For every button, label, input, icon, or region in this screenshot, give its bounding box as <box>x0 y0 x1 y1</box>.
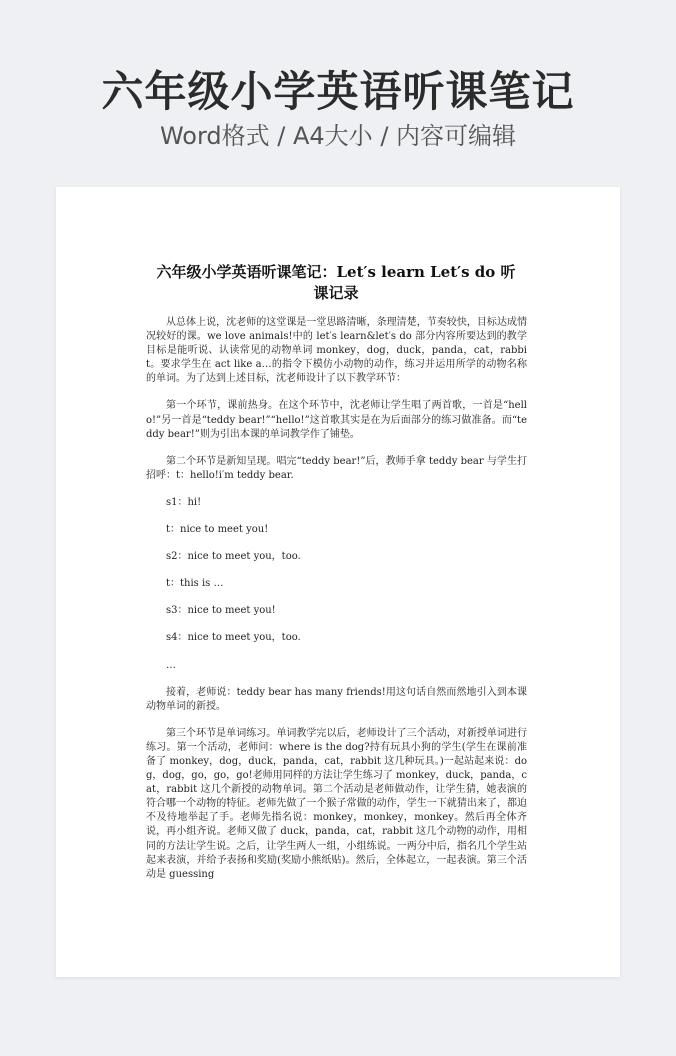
paragraph-word-practice: 第三个环节是单词练习。单词教学完以后，老师设计了三个活动，对新授单词进行练习。第一个活动，老师问：where is the dog?持有玩具小狗的学生(学生在课前准备了 monkey，dog，duck，panda，cat，rabbit 这几种玩具。)一起站起来说：dog，dog，go，go，go!老师用同样的方法让学生练习了 monkey，duck，panda，cat，rabbit 这几个新授的动物单词。第二个活动是老师做动作，让学生猜，她表演的符合哪一个动物的特征。老师先做了一个猴子常做的动作，学生一下就猜出来了，都迫不及待地举起了手。老师先指名说：monkey，monkey，monkey。然后再全体齐说，再小组齐说。老师又做了 duck，panda，cat，rabbit 这几个动物的动作，用相同的方法让学生说。之后，让学生两人一组，小组练说。一两分中后，指名几个学生站起来表演，并给予表扬和奖励(奖励小熊纸贴)。然后，全体起立，一起表演。第三个活动是 guessing <box>146 727 527 880</box>
document-body <box>146 316 527 895</box>
dialogue-line: s1：hi! <box>166 496 202 508</box>
dialogue-line: s3：nice to meet you! <box>166 605 276 617</box>
banner-title: 六年级小学英语听课笔记 <box>101 67 575 116</box>
document-page <box>56 187 620 977</box>
document-title: 六年级小学英语听课笔记：Let′s learn Let′s do 听课记录 <box>156 263 516 302</box>
dialogue-line: s2：nice to meet you，too. <box>166 551 301 563</box>
paragraph-overview: 从总体上说，沈老师的这堂课是一堂思路清晰，条理清楚，节奏较快，目标达成情况较好的课。we love animals!中的 let′s learn&let′s do 部分内容所要达到的教学目标是能听说、认读常见的动物单词 monkey，dog，duck，panda，cat，rabbit。要求学生在 act like a…的指令下模仿小动物的动作，练习并运用所学的动物名称的单词。为了达到上述目标，沈老师设计了以下教学环节： <box>146 317 527 385</box>
paragraph-presentation: 第二个环节是新知呈现。唱完“teddy bear!”后，教师手拿 teddy bear 与学生打招呼：t：hello!i′m teddy bear. <box>146 455 527 481</box>
banner-subtitle: Word格式 / A4大小 / 内容可编辑 <box>159 122 517 150</box>
dialogue-line: t：nice to meet you! <box>166 524 269 536</box>
header-banner <box>0 0 676 186</box>
paragraph-warmup: 第一个环节，课前热身。在这个环节中，沈老师让学生唱了两首歌，一首是“hello!”另一首是“teddy bear!”“hello!”这首歌其实是在为后面部分的练习做准备。而“teddy bear!”则为引出本课的单词教学作了铺垫。 <box>146 400 527 440</box>
paragraph-transition: 接着，老师说：teddy bear has many friends!用这句话自然而然地引入到本课动物单词的新授。 <box>146 686 527 712</box>
dialogue-line: … <box>166 659 176 671</box>
dialogue-line: t：this is … <box>166 578 224 590</box>
dialogue-line: s4：nice to meet you，too. <box>166 632 301 644</box>
